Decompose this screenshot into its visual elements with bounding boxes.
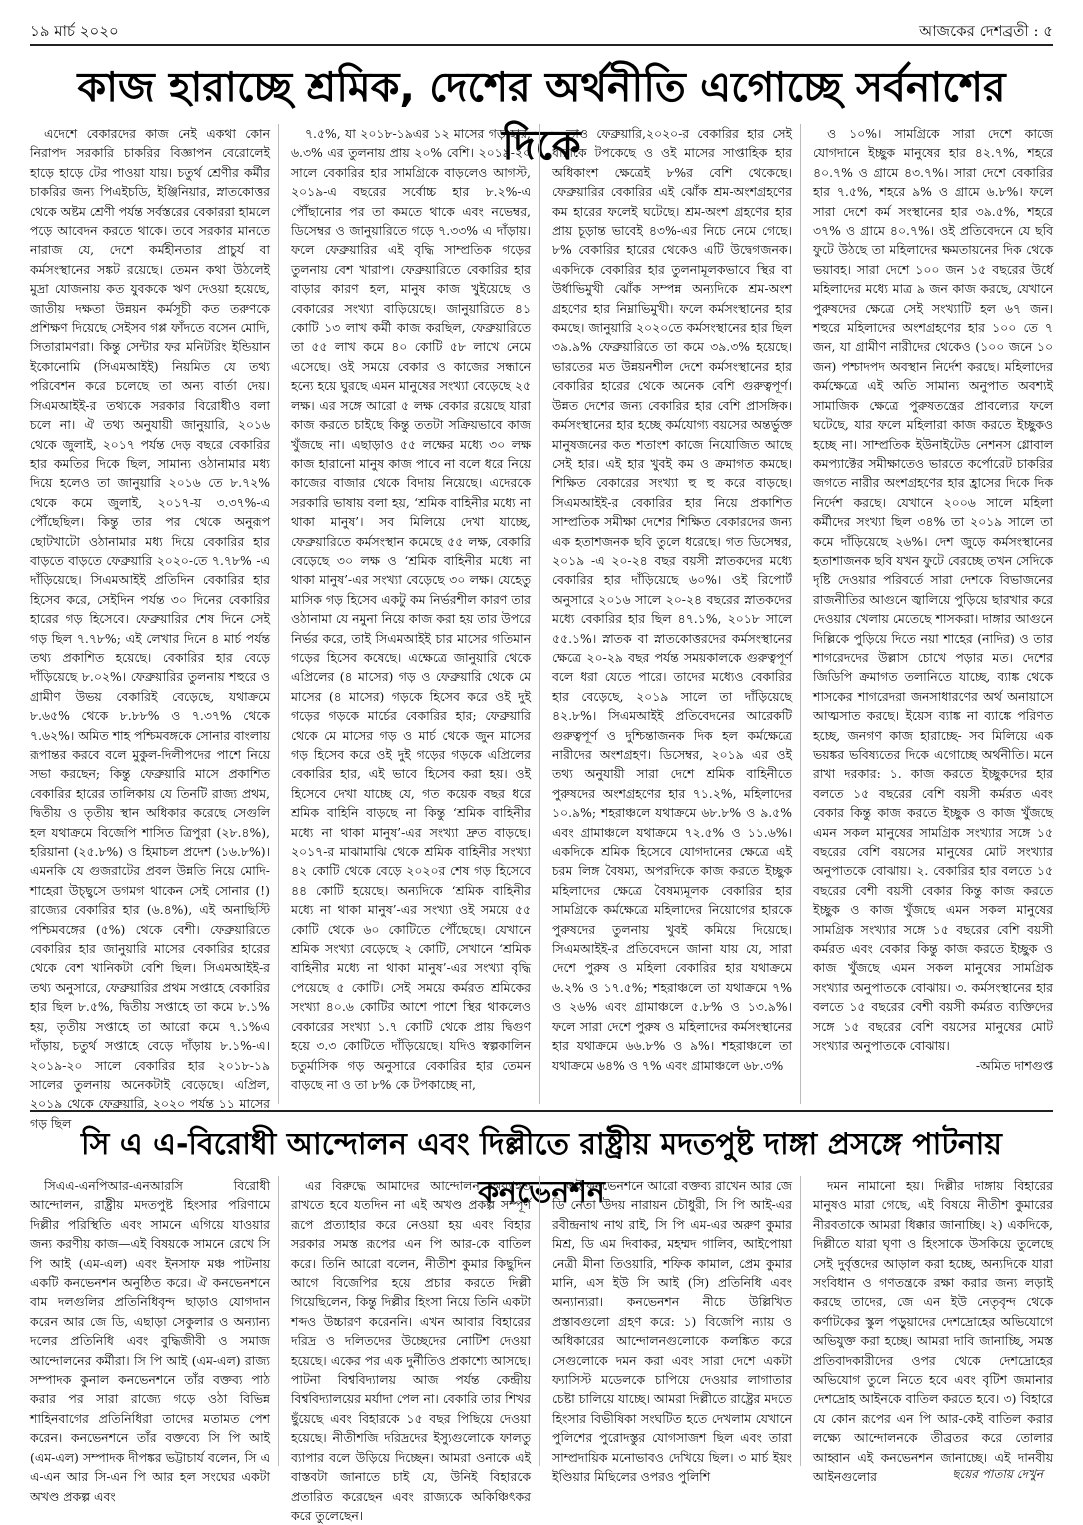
article1-text-4: ও ১০%। সামগ্রিকে সারা দেশে কাজে যোগদানে ইচ্ছুক মানুষের হার ৪২.৭%, শহরে ৪০.৭% ও গ্রামে ৪৩.৭%। সারা দেশে বেকারির হার ৭.৫%, শহরে ৯% ও গ্রামে ৬.৮%। ফলে সারা দেশে কর্ম সংস্থানের হার ৩৯.৫%, শহরে ৩৭% ও গ্রামে ৪০.৭%। ওই প্রতিবেদনে যে ছবি ফুটে উঠছে তা মহিলাদের ক্ষমতায়নের দিক থেকে ভয়াবহ। সারা দেশে ১০০ জন ১৫ বছরের উর্ধে মহিলাদের মধ্যে মাত্র ৯ জন কাজ করছে, যেখানে পুরুষদের ক্ষেত্রে সেই সংখ্যাটি হল ৬৭ জন। শহুরে মহিলাদের অংশগ্রহণের হার ১০০ তে ৭ জন, যা গ্রামীণ নারীদের থেকেও (১০০ জনে ১০ জন) পশ্চাদপদ অবস্থান নির্দেশ করছে। মহিলাদের কর্মক্ষেত্রে এই অতি সামান্য অনুপাত অবশ্যই সামাজিক ক্ষেত্রে পুরুষতন্ত্রের প্রাবল্যের ফলে ঘটেছে, যার ফলে মহিলারা কাজ করতে ইচ্ছুকও হচ্ছে না। সাম্প্রতিক ইউনাইটেড নেশনস গ্লোবাল কমপ্যাক্টের সমীক্ষাতেও ভারতে কর্পোরেট চাকরির জগতে নারীর অংশগ্রহণের হার হ্রাসের দিকে দিক নির্দেশ করছে। যেখানে ২০০৬ সালে মহিলা কর্মীদের সংখ্যা ছিল ৩৪% তা ২০১৯ সালে তা কমে দাঁড়িয়েছে ২৬%। দেশ জুড়ে কর্মসংস্থানের হতাশাজনক ছবি যখন ফুটে বেরচ্ছে তখন সেদিকে দৃষ্টি দেওয়ার পরিবর্তে সারা দেশকে বিভাজনের রাজনীতির আগুনে জ্বালিয়ে পুড়িয়ে ছারখার করে দেওয়ার খেলায় মেতেছে শাসকরা। দাঙ্গার আগুনে দিল্লিকে পুড়িয়ে দিতে নয়া শাহের (নাদির) ও তার শাগরেদদের উল্লাস চোখে পড়ার মত। দেশের জিডিপি ক্রমাগত তলানিতে যাচ্ছে, ব্যাঙ্ক থেকে শাসকের শাগরেদরা জনসাধারণের অর্থ অনায়াসে আত্মসাত করছে। ইয়েস ব্যাঙ্ক না ব্যাঙ্কে পরিণত হচ্ছে, জনগণ কাজ হারাচ্ছে- সব মিলিয়ে এক ভয়ঙ্কর ভবিষ্যতের দিকে এগোচ্ছে অর্থনীতি। মনে রাখা দরকার: ১. কাজ করতে ইচ্ছুকদের হার বলতে ১৫ বছরের বেশি বয়সী কর্মরত এবং বেকার কিন্তু কাজ করতে ইচ্ছুক ও কাজ খুঁজছে এমন সকল মানুষের সামগ্রিক সংখ্যার সঙ্গে ১৫ বছরের বেশি বয়সের মানুষের মোট সংখ্যার অনুপাতকে বোঝায়। ২. বেকারির হার বলতে ১৫ বছরের বেশী বয়সী বেকার কিন্তু কাজ করতে ইচ্ছুক ও কাজ খুঁজছে এমন সকল মানুষের সামগ্রিক সংখ্যার সঙ্গে ১৫ বছরের বেশি বয়সী কর্মরত এবং বেকার কিন্তু কাজ করতে ইচ্ছুক ও কাজ খুঁজছে এমন সকল মানুষের সামগ্রিক সংখ্যার অনুপাতকে বোঝায়। ৩. কর্মসংস্থানের হার বলতে ১৫ বছরের বেশী বয়সী কর্মরত ব্যক্তিদের সঙ্গে ১৫ বছরের বেশি বয়সের মানুষের মোট সংখ্যার অনুপাতকে বোঝায়।	[813, 126, 1053, 1054]
article1-text-1: এদেশে বেকারদের কাজ নেই একথা কোন নিরাপদ সরকারি চাকরির বিজ্ঞাপন বেরোলেই হাড়ে হাড়ে টের পাওয়া যায়। চতুর্থ শ্রেণীর কর্মীর চাকরির জন্য পিএইচডি, ইঞ্জিনিয়ার, স্নাতকোত্তর থেকে অষ্টম শ্রেণী পর্যন্ত সর্বস্তরের বেকাররা হামলে পড়ে আবেদন করতে থাকে। তবে সরকার মানতে নারাজ যে, দেশে কর্মহীনতার প্রাচুর্য বা কর্মসংস্থানের সঙ্কট রয়েছে। তেমন কথা উঠলেই মুদ্রা যোজনায় কত যুবককে ঋণ দেওয়া হয়েছে, জাতীয় দক্ষতা উন্নয়ন কর্মসূচী কত তরুণকে প্রশিক্ষণ দিয়েছে সেইসব গপ্প ফাঁদতে বসেন মোদি, সিতারামণরা। কিন্তু সেন্টার ফর মনিটরিং ইন্ডিয়ান ইকোনোমি (সিএমআইই) নিয়মিত যে তথ্য পরিবেশন করে চলেছে তা অন্য বার্তা দেয়। সিএমআইই-র তথ্যকে সরকার বিরোধীও বলা চলে না। ঐ তথ্য অনুযায়ী জানুয়ারি, ২০১৬ থেকে জুলাই, ২০১৭ পর্যন্ত দেড় বছরে বেকারির হার কমতির দিকে ছিল, সামান্য ওঠানামার মধ্য দিয়ে হলেও তা জানুয়ারি ২০১৬ তে ৮.৭২% থেকে কমে জুলাই, ২০১৭-য় ৩.৩৭%-এ পৌঁছেছিল। কিন্তু তার পর থেকে অনুরূপ ছোটখাটো ওঠানামার মধ্য দিয়ে বেকারির হার বাড়তে বাড়তে ফেব্রুয়ারি ২০২০-তে ৭.৭৮% -এ দাঁড়িয়েছে। সিএমআইই প্রতিদিন বেকারির হার হিসেব করে, সেইদিন পর্যন্ত ৩০ দিনের বেকারির হারের গড় হিসেবে। ফেব্রুয়ারির শেষ দিনে সেই গড় ছিল ৭.৭৮%; এই লেখার দিনে ৪ মার্চ পর্যন্ত তথ্য প্রকাশিত হয়েছে। বেকারির হার বেড়ে দাঁড়িয়েছে ৮.০২%। ফেব্রুয়ারির তুলনায় শহুরে ও গ্রামীণ উভয় বেকারিই বেড়েছে, যথাক্রমে ৮.৬৫% থেকে ৮.৮৮% ও ৭.৩৭% থেকে ৭.৬২%। অমিত শাহ পশ্চিমবঙ্গকে সোনার বাংলায় রূপান্তর করবে বলে মুকুল-দিলীপদের পাশে নিয়ে সভা করছেন; কিন্তু ফেব্রুয়ারি মাসে প্রকাশিত বেকারির হারের তালিকায় যে তিনটি রাজ্য প্রথম, দ্বিতীয় ও তৃতীয় স্থান অধিকার করেছে সেগুলি হল যথাক্রমে বিজেপি শাসিত ত্রিপুরা (২৮.৪%), হরিয়ানা (২৫.৮%) ও হিমাচল প্রদেশ (১৬.৮%)। এমনকি যে গুজরাটের প্রবল উন্নতি নিয়ে মোদি-শাহেরা উচ্ছ্বসে ডগমগ থাকেন সেই সোনার (!) রাজ্যের বেকারির হার (৬.৪%), এই অনাছিস্টি পশ্চিমবঙ্গের (৫%) থেকে বেশী। ফেব্রুয়ারিতে বেকারির হার জানুয়ারি মাসের বেকারির হারের থেকে বেশ খানিকটা বেশি ছিল। সিএমআইই-র তথ্য অনুসারে, ফেব্রুয়ারির প্রথম সপ্তাহে বেকারির হার ছিল ৮.৫%, দ্বিতীয় সপ্তাহে তা কমে ৮.১% হয়, তৃতীয় সপ্তাহে তা আরো কমে ৭.১%এ দাঁড়ায়, চতুর্থ সপ্তাহে বেড়ে দাঁড়ায় ৮.১%-এ। ২০১৯-২০ সালে বেকারির হার ২০১৮-১৯ সালের তুলনায় অনেকটাই বেড়েছে। এপ্রিল, ২০১৯ থেকে ফেব্রুয়ারি, ২০২০ পর্যন্ত ১১ মাসের গড় ছিল	[30, 126, 270, 1131]
article1-headline: কাজ হারাচ্ছে শ্রমিক, দেশের অর্থনীতি এগোচ্ছে সর্বনাশের দিকে	[77, 63, 1006, 169]
article2-text-3: এই কনভেনশনে আরো বক্তব্য রাখেন আর জে ডি নেতা উদয় নারায়ন চৌধুরী, সি পি আই-এর রবীন্দ্রনাথ নাথ রাই, সি পি এম-এর অরুণ কুমার মিশ্র, ডি এম দিবাকর, মহম্মদ গালিব, আইপোয়া নেত্রী মীনা তিওয়ারি, শফিক কামাল, প্রেম কুমার মানি, এস ইউ সি আই (সি) প্রতিনিধি এবং অন্যান্যরা। কনভেনশন নীচে উল্লিখিত প্রস্তাবগুলো গ্রহণ করে: ১) বিজেপি ন্যায় ও অধিকারের আন্দোলনগুলোকে কলঙ্কিত করে সেগুলোকে দমন করা এবং সারা দেশে একটা ফ্যাসিস্ট মডেলকে চাপিয়ে দেওয়ার লাগাতার চেষ্টা চালিয়ে যাচ্ছে। আমরা দিল্লীতে রাষ্ট্রের মদতে হিংসার বিভীষিকা সংঘটিত হতে দেখলাম যেখানে পুলিশের পুরোদস্তুর যোগসাজশ ছিল এবং তারা সাম্প্রদায়িক মনোভাবও দেখিয়ে ছিল। ৩ মার্চ ইয়ং ইণ্ডিয়ার মিছিলের ওপরও পুলিশি	[552, 1178, 792, 1485]
article2-headline: সি এ এ-বিরোধী আন্দোলন এবং দিল্লীতে রাষ্ট্রীয় মদতপুষ্ট দাঙ্গা প্রসঙ্গে পাটনায় কনভেনশন	[81, 1127, 1002, 1210]
continued-note: ছয়ের পাতায় দেখুন	[952, 1467, 1043, 1481]
article2-column-3	[552, 1176, 801, 1485]
article1-column-2	[291, 124, 540, 1104]
article1-column-3	[552, 124, 801, 1104]
article1-text-3: তাও ফেব্রুয়ারি,২০২০-র বেকারির হার সেই ধারাকে টপকেছে ও ওই মাসের সাপ্তাহিক হার অধিকাংশ ক্ষেত্রেই ৮%র বেশি থেকেছে। ফেব্রুয়ারির বেকারির এই ঝোঁক শ্রম-অংশগ্রহণের কম হারের ফলেই ঘটেছে। শ্রম-অংশ গ্রহণের হার প্রায় চূড়ান্ত ভাবেই ৪৩%-এর নিচে নেমে গেছে। ৮% বেকারির হারের থেকেও এটি উদ্বেগজনক। একদিকে বেকারির হার তুলনামূলকভাবে স্থির বা উর্ধাভিমুখী ঝোঁক সম্পন্ন অন্যদিকে শ্রম-অংশ গ্রহণের হার নিম্নাভিমুখী। ফলে কর্মসংস্থানের হার কমছে। জানুয়ারি ২০২০তে কর্মসংস্থানের হার ছিল ৩৯.৯% ফেব্রুয়ারিতে তা কমে ৩৯.৩% হয়েছে। ভারতের মত উন্নয়নশীল দেশে কর্মসংস্থানের হার বেকারির হারের থেকে অনেক বেশি গুরুত্বপূর্ণ। উন্নত দেশের জন্য বেকারির হার বেশি প্রাসঙ্গিক। কর্মসংস্থানের হার হচ্ছে কর্মযোগ্য বয়সের অন্তর্ভুক্ত মানুষজনের কত শতাংশ কাজে নিযোজিত আছে সেই হার। এই হার খুবই কম ও ক্রমাগত কমছে। শিক্ষিত বেকারের সংখ্যা হু হু করে বাড়ছে। সিএমআইই-র বেকারির হার নিয়ে প্রকাশিত সাম্প্রতিক সমীক্ষা দেশের শিক্ষিত বেকারদের জন্য এক হতাশজনক ছবি তুলে ধরেছে। গত ডিসেম্বর, ২০১৯ -এ ২০-২৪ বছর বয়সী স্নাতকদের মধ্যে বেকারির হার দাঁড়িয়েছে ৬০%। ওই রিপোর্ট অনুসারে ২০১৬ সালে ২০-২৪ বছরের স্নাতকদের মধ্যে বেকারির হার ছিল ৪৭.১%, ২০১৮ সালে ৫৫.১%। স্নাতক বা স্নাতকোত্তরদের কর্মসংস্থানের ক্ষেত্রে ২০-২৯ বছর পর্যন্ত সময়কালকে গুরুত্বপূর্ণ বলে ধরা যেতে পারে। তাদের মধ্যেও বেকারির হার বেড়েছে, ২০১৯ সালে তা দাঁড়িয়েছে ৪২.৮%। সিএমআইই প্রতিবেদনের আরেকটি গুরুত্বপূর্ণ ও দুশ্চিন্তাজনক দিক হল কর্মক্ষেত্রে নারীদের অংশগ্রহণ। ডিসেম্বর, ২০১৯ এর ওই তথ্য অনুযায়ী সারা দেশে শ্রমিক বাহিনীতে পুরুষদের অংশগ্রহণের হার ৭১.২%, মহিলাদের ১০.৯%; শহরাঞ্চলে যথাক্রমে ৬৮.৮% ও ৯.৫% এবং গ্রামাঞ্চলে যথাক্রমে ৭২.৫% ও ১১.৬%। একদিকে শ্রমিক হিসেবে যোগদানের ক্ষেত্রে এই চরম লিঙ্গ বৈষম্য, অপরদিকে কাজ করতে ইচ্ছুক মহিলাদের ক্ষেত্রে বৈষম্যমূলক বেকারির হার সামগ্রিকে কর্মক্ষেত্রে মহিলাদের নিয়োগের হারকে পুরুষদের তুলনায় খুবই কমিয়ে দিয়েছে। সিএমআইই-র প্রতিবেদনে জানা যায় যে, সারা দেশে পুরুষ ও মহিলা বেকারির হার যথাক্রমে ৬.২% ও ১৭.৫%; শহরাঞ্চলে তা যথাক্রমে ৭% ও ২৬% এবং গ্রামাঞ্চলে ৫.৮% ও ১৩.৯%। ফলে সারা দেশে পুরুষ ও মহিলাদের কর্মসংস্থানের হার যথাক্রমে ৬৬.৮% ও ৯%। শহরাঞ্চলে তা যথাক্রমে ৬৪% ও ৭% এবং গ্রামাঞ্চলে ৬৮.৩%	[552, 126, 792, 1073]
issue-date: ১৯ মার্চ ২০২০	[30, 22, 119, 40]
article2-text-2: এর বিরুদ্ধে আমাদের আন্দোলন অব্যাহত রাখতে হবে যতদিন না এই অখণ্ড প্রকল্প সম্পূর্ণ রূপে প্রত্যাহার করে নেওয়া হয় এবং বিহার সরকার সমস্ত রূপের এন পি আর-কে বাতিল করে। তিনি আরো বলেন, নীতীশ কুমার কিছুদিন আগে বিজেপির হয়ে প্রচার করতে দিল্লী গিয়েছিলেন, কিন্তু দিল্লীর হিংসা নিয়ে তিনি একটা শব্দও উচ্চারণ করেননি। এখন আবার বিহারের দরিদ্র ও দলিতদের উচ্ছেদের নোটিশ দেওয়া হয়েছে। একের পর এক দুর্নীতিও প্রকাশ্যে আসছে। পাটনা বিশ্ববিদ্যালয় আজ পর্যন্ত কেন্দ্রীয় বিশ্ববিদ্যালয়ের মর্যাদা পেল না। বেকারি তার শিখর ছুঁয়েছে এবং বিহারকে ১৫ বছর পিছিয়ে দেওয়া হয়েছে। নীতীশজি দরিদ্রদের ইস্যুগুলোকে ফালতু ব্যাপার বলে উড়িয়ে দিচ্ছেন। আমরা ওনাকে এই বাস্তবটা জানাতে চাই যে, উনিই বিহারকে প্রতারিত করেছেন এবং রাজ্যকে অকিঞ্চিৎকর করে তুলেছেন।	[291, 1178, 531, 1523]
page-header	[30, 20, 1053, 42]
article2-column-2	[291, 1176, 540, 1523]
article1-column-4	[813, 124, 1053, 1104]
article1-body	[30, 124, 1053, 1131]
article1-text-2: ৭.৫%, যা ২০১৮-১৯এর ১২ মাসের গড় হার, ৬.৩% এর তুলনায় প্রায় ২০% বেশি। ২০১৯-২০ সালে বেকারির হার সামগ্রিকে বাড়লেও আগস্ট, ২০১৯-এ বছরের সর্বোচ্চ হার ৮.২%-এ পৌঁছানোর পর তা কমতে থাকে এবং নভেম্বর, ডিসেম্বর ও জানুয়ারিতে গড়ে ৭.৩৩% এ দাঁড়ায়। ফলে ফেব্রুয়ারির এই বৃদ্ধি সাম্প্রতিক গড়ের তুলনায় বেশ খারাপ। ফেব্রুয়ারিতে বেকারির হার বাড়ার কারণ হল, মানুষ কাজ খুইয়েছে ও বেকারের সংখ্যা বাড়িয়েছে। জানুয়ারিতে ৪১ কোটি ১৩ লাখ কর্মী কাজ করছিল, ফেব্রুয়ারিতে তা ৫৫ লাখ কমে ৪০ কোটি ৫৮ লাখে নেমে এসেছে। ওই সময়ে বেকার ও কাজের সন্ধানে হন্যে হয়ে ঘুরছে এমন মানুষের সংখ্যা বেড়েছে ২৫ লক্ষ। এর সঙ্গে আরো ৫ লক্ষ বেকার রয়েছে যারা কাজ করতে চাইছে কিন্তু ততটা সক্রিয়ভাবে কাজ খুঁজছে না। এছাড়াও ৫৫ লক্ষের মধ্যে ৩০ লক্ষ কাজ হারানো মানুষ কাজ পাবে না বলে ধরে নিয়ে কাজের বাজার থেকে বিদায় নিয়েছে। এদেরকে সরকারি ভাষায় বলা হয়, ‘শ্রমিক বাহিনীর মধ্যে না থাকা মানুষ’। সব মিলিয়ে দেখা যাচ্ছে, ফেব্রুয়ারিতে কর্মসংস্থান কমেছে ৫৫ লক্ষ, বেকারি বেড়েছে ৩০ লক্ষ ও ‘শ্রমিক বাহিনীর মধ্যে না থাকা মানুষ’-এর সংখ্যা বেড়েছে ৩০ লক্ষ। যেহেতু মাসিক গড় হিসেব একটু কম নির্ভরশীল কারণ তার ওঠানামা যে নমুনা নিয়ে কাজ করা হয় তার উপরে নির্ভর করে, তাই সিএমআইই চার মাসের গতিমান গড়ের হিসেব কষেছে। এক্ষেত্রে জানুয়ারি থেকে এপ্রিলের (৪ মাসের) গড় ও ফেব্রুয়ারি থেকে মে মাসের (৪ মাসের) গড়কে হিসেব করে ওই দুই গড়ের গড়কে মার্চের বেকারির হার; ফেব্রুয়ারি থেকে মে মাসের গড় ও মার্চ থেকে জুন মাসের গড় হিসেব করে ওই দুই গড়ের গড়কে এপ্রিলের বেকারির হার, এই ভাবে হিসেব করা হয়। ওই হিসেবে দেখা যাচ্ছে যে, গত কয়েক বছর ধরে শ্রমিক বাহিনি বাড়ছে না কিন্তু ‘শ্রমিক বাহিনীর মধ্যে না থাকা মানুষ’-এর সংখ্যা দ্রুত বাড়ছে। ২০১৭-র মাঝামাঝি থেকে শ্রমিক বাহিনীর সংখ্যা ৪২ কোটি থেকে বেড়ে ২০২০র শেষ গড় হিসেবে ৪৪ কোটি হয়েছে। অন্যদিকে ‘শ্রমিক বাহিনীর মধ্যে না থাকা মানুষ’-এর সংখ্যা ওই সময়ে ৫৫ কোটি থেকে ৬০ কোটিতে পৌঁছেছে। যেখানে শ্রমিক সংখ্যা বেড়েছে ২ কোটি, সেখানে ‘শ্রমিক বাহিনীর মধ্যে না থাকা মানুষ’-এর সংখ্যা বৃদ্ধি পেয়েছে ৫ কোটি। সেই সময়ে কর্মরত শ্রমিকের সংখ্যা ৪০.৬ কোটির আশে পাশে স্থির থাকলেও বেকারের সংখ্যা ১.৭ কোটি থেকে প্রায় দ্বিগুণ হয়ে ৩.৩ কোটিতে দাঁড়িয়েছে। যদিও স্বল্পকালিন চতুর্মাসিক গড় অনুসারে বেকারির হার তেমন বাড়ছে না ও তা ৮% কে টপকাচ্ছে না,	[291, 126, 531, 1092]
section-divider	[30, 1110, 1053, 1112]
article2-text-4: দমন নামানো হয়। দিল্লীর দাঙ্গায় বিহারের মানুষও মারা গেছে, এই বিষয়ে নীতীশ কুমারের নীরবতাকে আমরা ধিক্কার জানাচ্ছি। ২) একদিকে, দিল্লীতে যারা ঘৃণা ও হিংসাকে উসকিয়ে তুলেছে সেই দুর্বৃত্তদের আড়াল করা হচ্ছে, অন্যদিকে যারা সংবিধান ও গণতন্ত্রকে রক্ষা করার জন্য লড়াই করছে তাদের, জে এন ইউ নেতৃবৃন্দ থেকে কর্ণাটকের স্কুল পড়ুয়াদের দেশদ্রোহের অভিযোগে অভিযুক্ত করা হচ্ছে। আমরা দাবি জানাচ্ছি, সমস্ত প্রতিবাদকারীদের ওপর থেকে দেশদ্রোহের অভিযোগ তুলে নিতে হবে এবং বৃটিশ জমানার দেশদ্রোহ আইনকে বাতিল করতে হবে। ৩) বিহারে যে কোন রূপের এন পি আর-কেই বাতিল করার লক্ষ্যে আন্দোলনকে তীব্রতর করে তোলার আহ্বান এই কনভেনশন জানাচ্ছে। এই দানবীয় আইনগুলোর	[813, 1178, 1053, 1485]
article1-byline: -অমিত দাশগুপ্ত	[975, 1057, 1053, 1073]
header-rule	[30, 44, 1053, 46]
article2-text-1: সিএএ-এনপিআর-এনআরসি বিরোধী আন্দোলন, রাষ্ট্রীয় মদতপুষ্ট হিংসার পরিণামে দিল্লীর পরিস্থিতি এবং সামনে এগিয়ে যাওয়ার জন্য করণীয় কাজ—এই বিষয়কে সামনে রেখে সি পি আই (এম-এল) এবং ইনসাফ মঞ্চ পাটনায় একটি কনভেনশন অনুষ্ঠিত করে। ঐ কনভেনশনে বাম দলগুলির প্রতিনিধিবৃন্দ ছাড়াও যোগদান করেন আর জে ডি, এছাড়া সেকুলার ও অন্যান্য দলের প্রতিনিধি এবং বুদ্ধিজীবী ও সমাজ আন্দোলনের কর্মীরা। সি পি আই (এম-এল) রাজ্য সম্পাদক কুনাল কনভেনশনে তাঁর বক্তব্য পাঠ করার পর সারা রাজ্যে গড়ে ওঠা বিভিন্ন শাহিনবাগের প্রতিনিধিরা তাদের মতামত পেশ করেন। কনভেনশনে তাঁর বক্তব্যে সি পি আই (এম-এল) সম্পাদক দীপঙ্কর ভট্টাচার্য বলেন, সি এ এ-এন আর সি-এন পি আর হল সংঘের একটা অখণ্ড প্রকল্প এবং	[30, 1178, 270, 1504]
article1-column-1	[30, 124, 279, 1131]
publication-page: আজকের দেশব্রতী : ৫	[919, 22, 1053, 40]
article2-column-1	[30, 1176, 279, 1504]
